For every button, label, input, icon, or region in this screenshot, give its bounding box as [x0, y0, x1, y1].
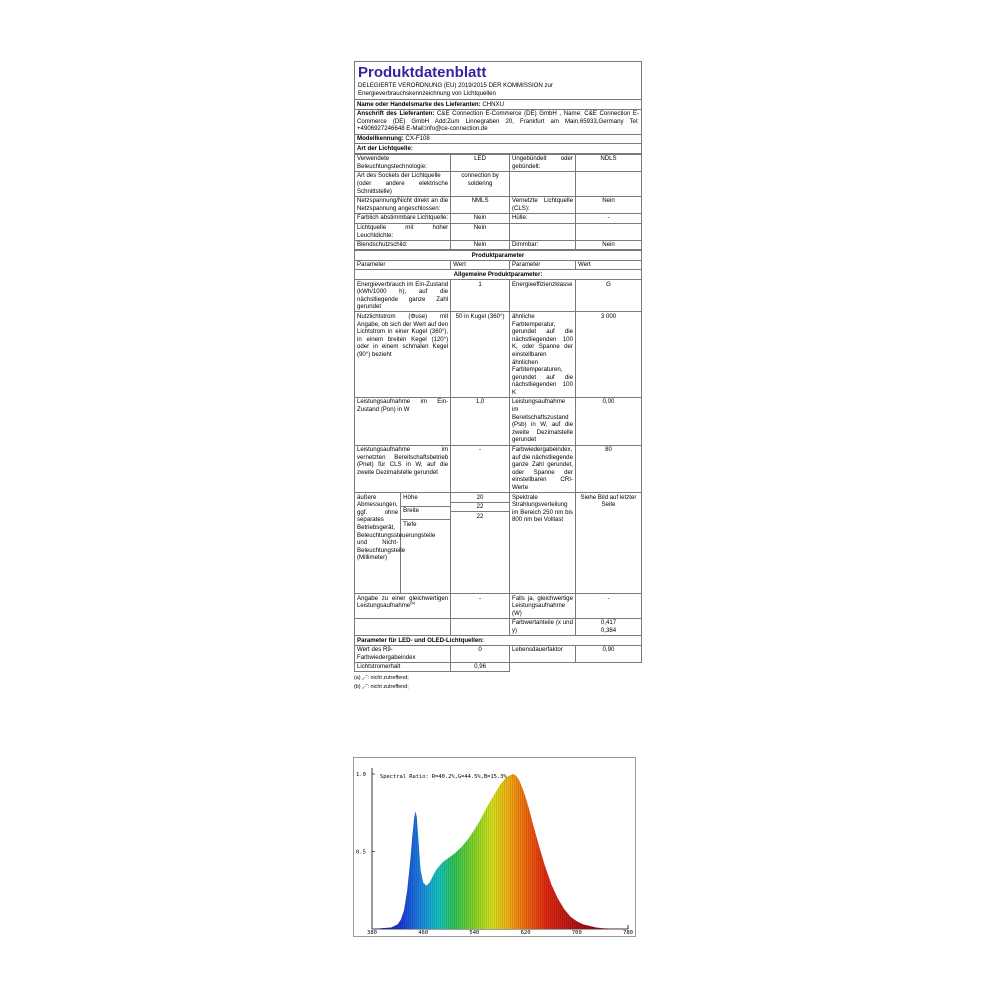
light-type-table [354, 154, 642, 251]
general-params-header: Allgemeine Produktparameter: [355, 270, 642, 280]
type-label: Verwendete Beleuchtungstechnologie: [355, 154, 451, 171]
type-row [355, 223, 642, 240]
type-value: connection by soldering [451, 171, 510, 196]
model-label: Modellkennung: [357, 135, 404, 143]
col-param-2: Parameter [509, 260, 575, 270]
x-tick-label: 460 [418, 930, 429, 936]
type-label-2: Hülle: [509, 213, 575, 223]
x-tick-label: 620 [520, 930, 531, 936]
dim-spacer [401, 533, 450, 593]
type-row [355, 154, 642, 171]
r9-label: Wert des R9-Farbwiedergabeindex [355, 645, 451, 662]
equiv-w-label: Falls ja, gleichwertige Leistungsaufnahme (W) [509, 594, 575, 619]
param-value-2: 0,00 [575, 397, 641, 445]
type-label: Blendschutzschild: [355, 240, 451, 250]
param-label-2: Leistungsaufnahme im Bereitschaftszustand (Psb) in W, auf die zweite Dezimalstelle gerundet [509, 397, 575, 445]
dims-row [355, 493, 642, 594]
chroma-empty-1 [355, 618, 451, 635]
chroma-y: 0,384 [600, 626, 617, 634]
address-label: Anschrift des Lieferanten: [357, 110, 435, 118]
col-value-2: Wert [575, 260, 641, 270]
address-value: C&E Connection E-Commerce (DE) GmbH , Name: C&E Connection E-Commerce (DE) GmbH Add:Zum Linnegraben 20, Frankfurt am Main,65933,Germany Tel: +4906927246648 E-Mail:info@ce-connection.de [357, 110, 639, 133]
param-value-2: 80 [575, 445, 641, 493]
sheet-title: Produktdatenblatt [358, 64, 487, 81]
product-params-table [354, 250, 642, 672]
type-value: NMLS [451, 196, 510, 213]
model-value: CX-F108 [405, 135, 430, 143]
dim-value-1: 22 [451, 502, 509, 512]
x-tick-label: 780 [623, 930, 633, 936]
col-param-1: Parameter [355, 260, 451, 270]
type-row [355, 240, 642, 250]
chart-plot [372, 774, 628, 929]
chroma-label: Farbwertanteile (x und y) [509, 618, 575, 635]
footnote-b: (b) „-“: nicht zutreffend; [354, 684, 409, 691]
footnote-a: (a) „-“: nicht zutreffend; [354, 675, 409, 682]
type-value-2: Nein [575, 240, 641, 250]
product-data-sheet [354, 61, 642, 692]
r9-value: 0 [451, 645, 510, 662]
dims-cell [355, 493, 451, 594]
type-label: Farblich abstimmbare Lichtquelle: [355, 213, 451, 223]
equiv-label-text: Angabe zu einer gleichwertigen Leistungsaufnahme [357, 594, 449, 610]
spectrum-svg [354, 758, 637, 938]
lifetime-label: Lebensdauerfaktor [509, 645, 575, 662]
equiv-value: - [451, 594, 510, 619]
dims-values-cell [451, 493, 510, 594]
x-tick-label: 540 [469, 930, 480, 936]
param-label: Leistungsaufnahme im vernetzten Bereitschaftsbetrieb (Pnet) für CLS in W, auf die zweite Dezimalstelle gerundet [355, 445, 451, 493]
dims-inner [355, 493, 450, 593]
chroma-values [575, 618, 641, 635]
supplier-name-row [355, 100, 642, 110]
dims-values-inner [451, 493, 509, 521]
param-value: 50 in Kugel (360°) [451, 312, 510, 398]
type-label-2 [509, 223, 575, 240]
led-row-0 [355, 645, 642, 662]
type-label: Art des Sockels der Lichtquelle (oder andere elektrische Schnittstelle) [355, 171, 451, 196]
spectral-ratio-annotation: Spectral Ratio: R=40.2%,G=44.5%,B=15.3% [380, 774, 507, 780]
type-value: Nein [451, 223, 510, 240]
type-value: Nein [451, 213, 510, 223]
param-label-2: Farbwiedergabeindex, auf die nächstliegende ganze Zahl gerundet, oder Spanne der einstellbaren CRI-Werte [509, 445, 575, 493]
footnotes [354, 674, 642, 692]
x-tick-label: 700 [571, 930, 582, 936]
dim-value-0: 20 [451, 493, 509, 502]
col-value-1: Wert [451, 260, 510, 270]
supplier-name-value: CHNXU [482, 100, 504, 108]
param-value: 1 [451, 280, 510, 312]
type-label-2: Dimmbar: [509, 240, 575, 250]
spectral-value: Siehe Bild auf letzter Seite [575, 493, 641, 594]
led-empty-2 [575, 662, 641, 672]
y-tick-label: 1.0 [356, 772, 366, 778]
param-row [355, 312, 642, 398]
equiv-label: Angabe zu einer gleichwertigen Leistungsaufnahme$^{(a)}$ [355, 594, 451, 619]
param-value: - [451, 445, 510, 493]
lumen-maint-label: Lichtstromerhalt [355, 662, 451, 672]
param-row [355, 445, 642, 493]
type-value: Nein [451, 240, 510, 250]
lifetime-value: 0,90 [575, 645, 641, 662]
sheet-header-table [354, 61, 642, 154]
type-value-2 [575, 223, 641, 240]
type-value: LED [451, 154, 510, 171]
type-row [355, 171, 642, 196]
type-label-2 [509, 171, 575, 196]
param-label-2: Energieeffizienzklasse [509, 280, 575, 312]
product-params-header: Produktparameter [355, 251, 642, 261]
type-value-2: NDLS [575, 154, 641, 171]
spectral-label: Spektrale Strahlungsverteilung im Bereich 250 nm bis 800 nm bei Volllast [509, 493, 575, 594]
spectrum-chart [353, 757, 636, 937]
supplier-address-row [355, 109, 642, 134]
param-value-2: 3 000 [575, 312, 641, 398]
led-row-1 [355, 662, 642, 672]
chroma-row [355, 618, 642, 635]
supplier-name-label: Name oder Handelsmarke des Lieferanten: [357, 100, 481, 108]
equiv-w-value: - [575, 594, 641, 619]
dim-name-0: Höhe [401, 493, 450, 506]
type-label: Netzspannung/Nicht direkt an die Netzspannung angeschlossen: [355, 196, 451, 213]
type-row [355, 213, 642, 223]
param-value: 1,0 [451, 397, 510, 445]
param-label-2: ähnliche Farbtemperatur, gerundet auf die nächstliegenden 100 K, oder Spanne der einstellbaren ähnlichen Farbtemperaturen, gerundet auf die nächstliegenden 100 K [509, 312, 575, 398]
type-value-2: - [575, 213, 641, 223]
equiv-row [355, 594, 642, 619]
dim-name-1: Breite [401, 506, 450, 520]
light-type-header: Art der Lichtquelle: [355, 144, 642, 154]
dim-name-2: Tiefe [401, 520, 450, 533]
param-label: Energieverbrauch im Ein-Zustand (kWh/1000 h), auf die nächstliegende ganze Zahl gerundet [355, 280, 451, 312]
chroma-x: 0,417 [600, 619, 617, 627]
dim-value-2: 22 [476, 512, 484, 520]
dims-label: äußere Abmessungen, ggf. ohne separates Betriebsgerät, Beleuchtungssteuerungsteile und Nicht-Beleuchtungsteile (Millimeter) [355, 493, 401, 593]
model-row [355, 134, 642, 144]
param-row [355, 280, 642, 312]
param-row [355, 397, 642, 445]
type-value-2 [575, 171, 641, 196]
param-label: Nutzlichtstrom (Φuse) mit Angabe, ob sich der Wert auf den Lichtstrom in einer Kugel (360°), in einem breiten Kegel (120°) oder in einem schmalen Kegel (90°) bezieht [355, 312, 451, 398]
title-cell [355, 62, 642, 100]
type-label-2: Vernetzte Lichtquelle (CLS): [509, 196, 575, 213]
led-params-header: Parameter für LED- und OLED-Lichtquellen: [355, 636, 642, 646]
type-label-2: Ungebündelt oder gebündelt: [509, 154, 575, 171]
lumen-maint-value: 0,96 [451, 662, 510, 672]
y-tick-label: 0.5 [356, 849, 366, 856]
regulation-text: DELEGIERTE VERORDNUNG (EU) 2019/2015 DER KOMMISSION zur Energieverbrauchskennzeichnung von Lichtquellen [358, 82, 553, 97]
x-tick-label: 380 [367, 930, 377, 936]
chroma-empty-2 [451, 618, 510, 635]
type-value-2: Nein [575, 196, 641, 213]
type-label: Lichtquelle mit hoher Leuchtdichte: [355, 223, 451, 240]
led-empty-1 [509, 662, 575, 672]
type-row [355, 196, 642, 213]
spectrum-stripes [372, 774, 628, 929]
param-label: Leistungsaufnahme im Ein-Zustand (Pon) in W [355, 397, 451, 445]
param-value-2: G [575, 280, 641, 312]
